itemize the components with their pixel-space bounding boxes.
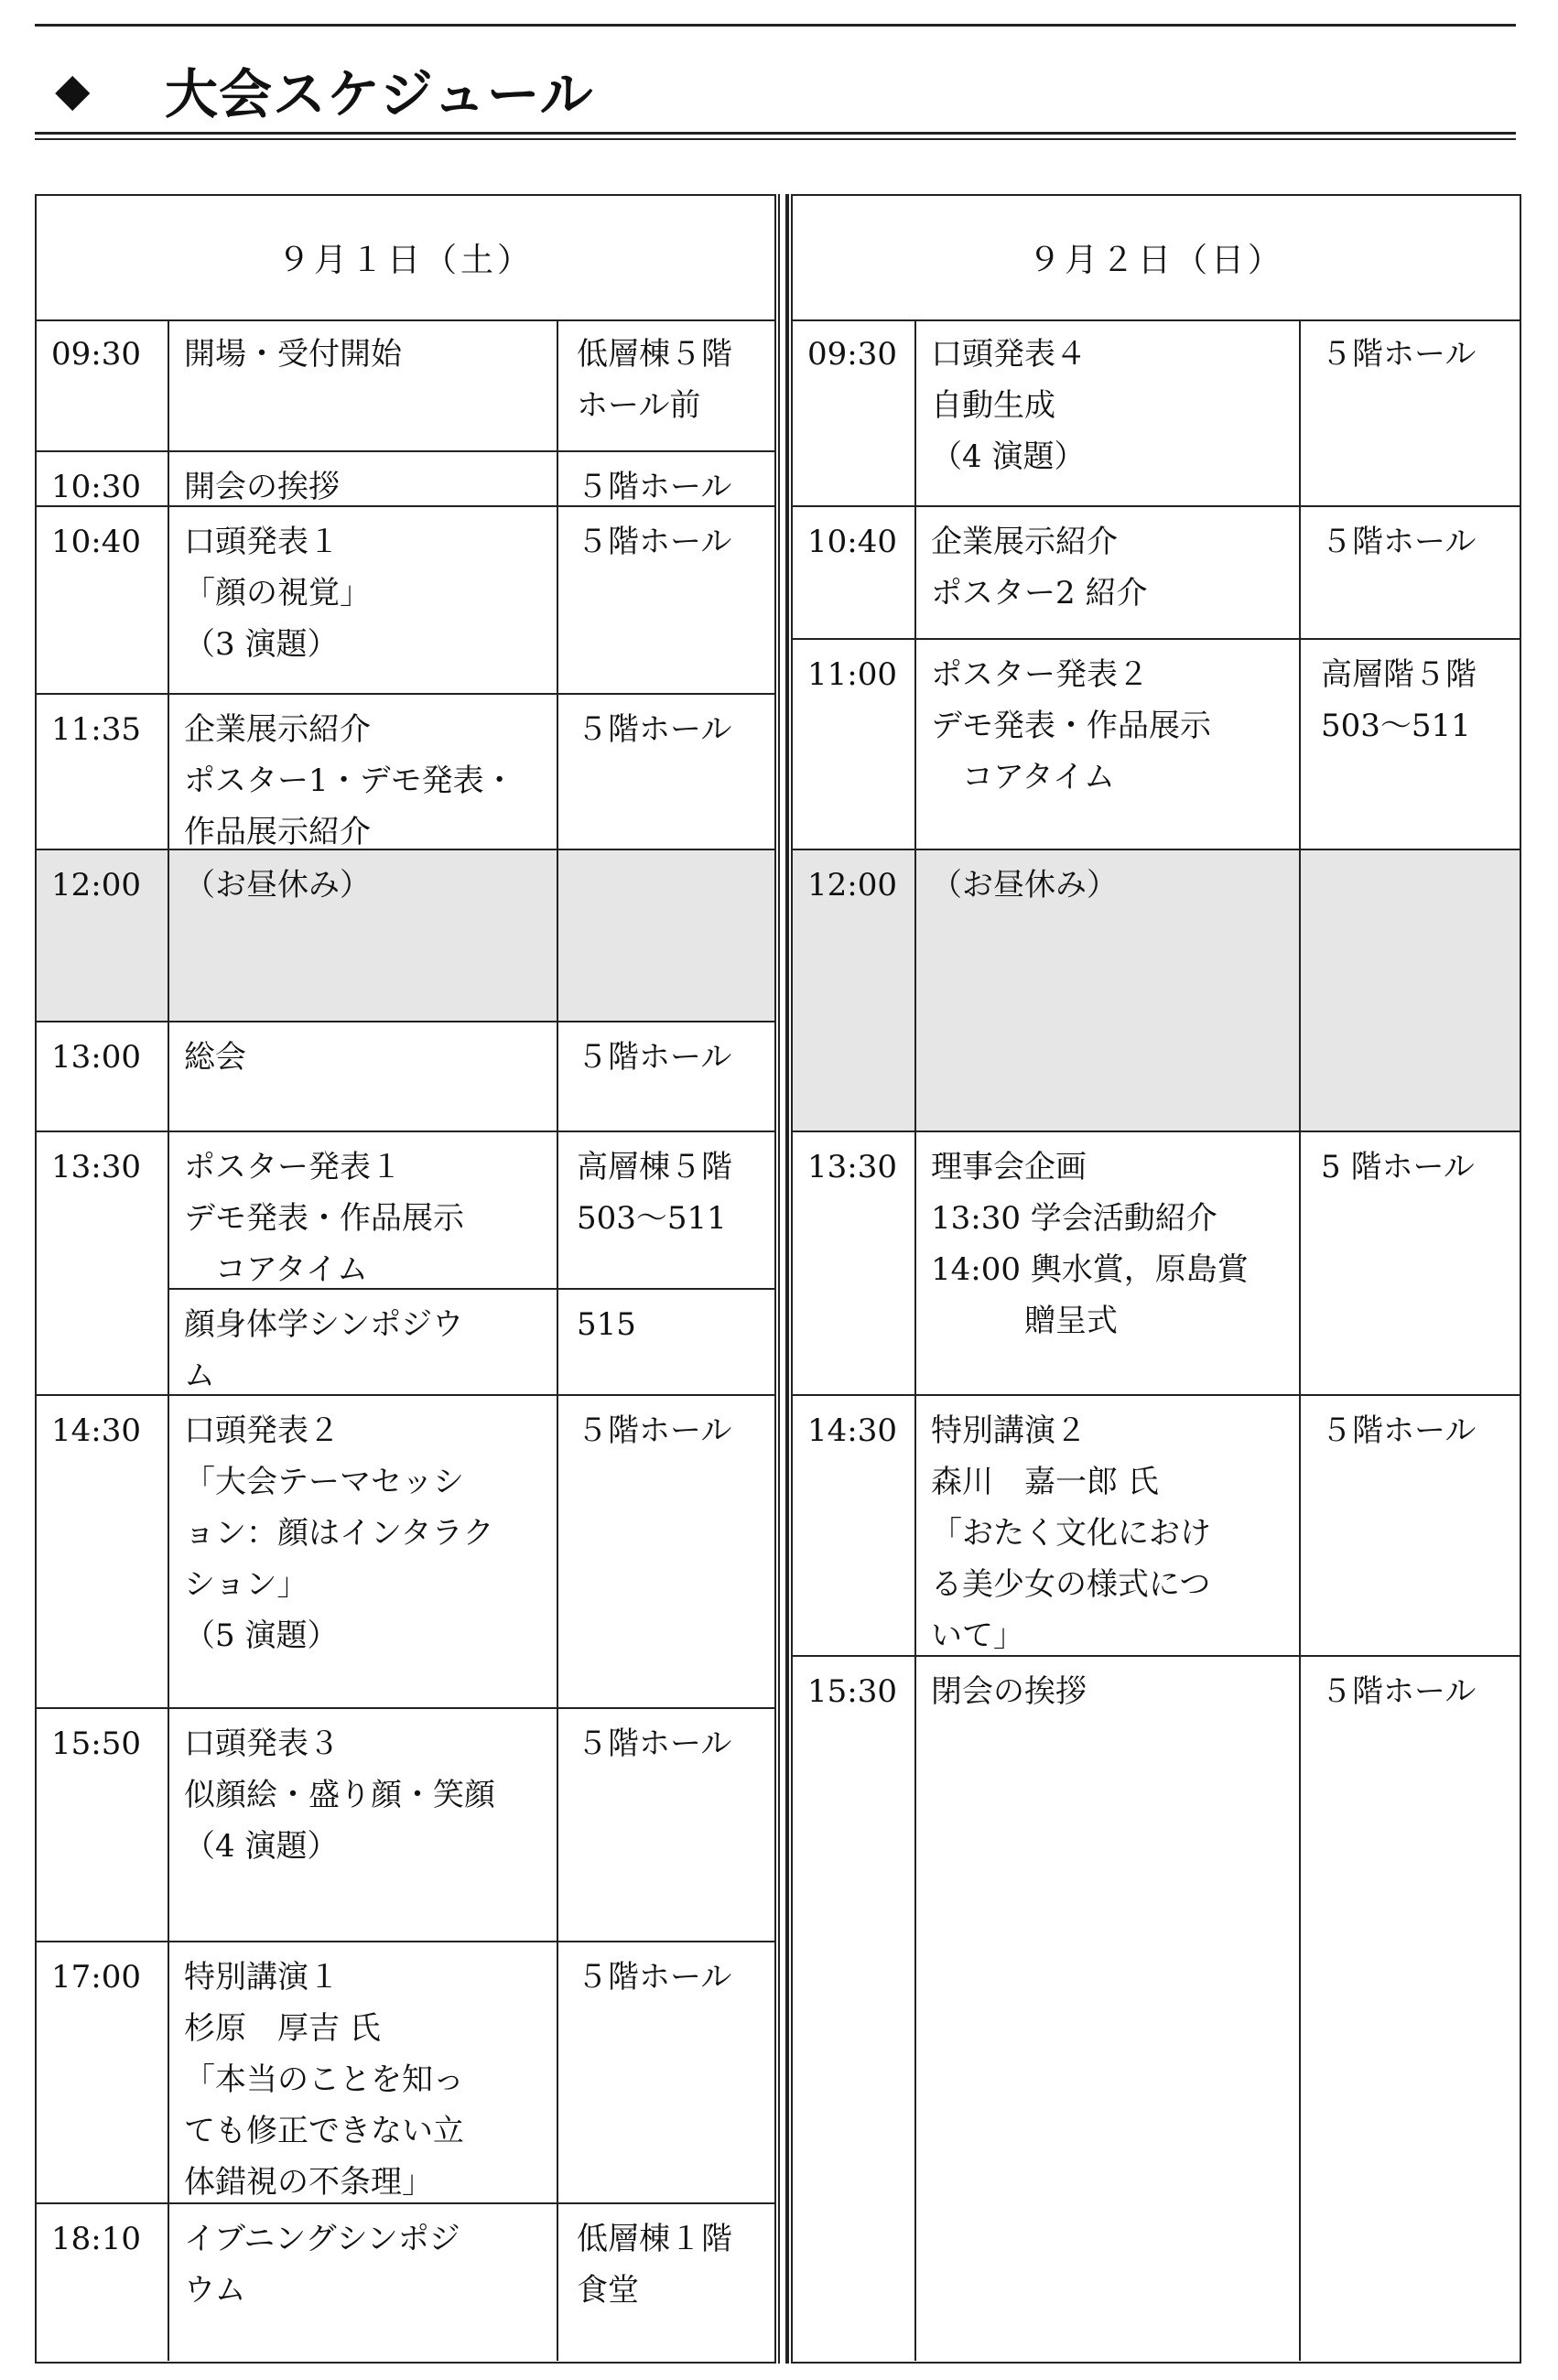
event-cell: 口頭発表２ 「大会テーマセッシ ョン：顔はインタラク ション」 （5 演題） (184, 1412, 494, 1654)
event-cell: 口頭発表３ 似顔絵・盛り顔・笑顔 （4 演題） (184, 1726, 495, 1865)
day1-schedule-table (35, 194, 776, 2364)
place-cell (558, 850, 774, 1021)
event-cell: ポスター発表２ デモ発表・作品展示 コアタイム (931, 656, 1211, 795)
table-row (793, 507, 1520, 640)
table-row (37, 1942, 774, 2204)
place-cell: ５階ホール (1321, 1412, 1477, 1449)
place-cell: ５階ホール (1321, 336, 1477, 373)
event-cell: （お昼休み） (184, 867, 371, 903)
time-cell: 13:30 (51, 1149, 141, 1185)
place-cell: 高層棟５階 503〜511 (577, 1149, 732, 1237)
event-cell: 理事会企画 13:30 学会活動紹介 14:00 輿水賞，原島賞 贈呈式 (931, 1149, 1249, 1339)
place-cell: ５階ホール (1321, 524, 1477, 560)
place-cell: 低層棟１階 食堂 (577, 2221, 732, 2309)
page-title (55, 44, 594, 135)
time-cell: 12:00 (51, 867, 141, 903)
place-cell: ５階ホール (577, 1412, 732, 1449)
table-row (37, 695, 774, 850)
place-cell: 低層棟５階 ホール前 (577, 336, 732, 424)
day2-heading: ９月２日（日） (793, 196, 1520, 321)
time-cell: 10:30 (51, 469, 141, 505)
place-cell: ５階ホール (577, 469, 732, 505)
table-row (37, 1396, 774, 1709)
time-cell: 18:10 (51, 2221, 141, 2257)
event-cell: 特別講演１ 杉原 厚吉 氏 「本当のことを知っ ても修正できない立 体錯視の不条理」 (184, 1959, 464, 2201)
place-cell: 515 (577, 1306, 636, 1343)
event-cell: 総会 (184, 1039, 246, 1076)
time-cell: 15:50 (51, 1726, 141, 1762)
place-cell: 5 階ホール (1321, 1149, 1475, 1185)
table-row (793, 640, 1520, 850)
table-row (37, 452, 774, 507)
table-row (793, 1396, 1520, 1657)
event-cell: イブニングシンポジ ウム (184, 2221, 460, 2309)
table-row (37, 1132, 774, 1396)
place-cell: ５階ホール (577, 524, 732, 560)
table-row (793, 319, 1520, 507)
time-cell: 11:00 (807, 656, 897, 693)
header-bottom-rule-thin (35, 138, 1516, 140)
table-row-lunch (37, 850, 774, 1022)
time-cell: 13:30 (807, 1149, 897, 1185)
table-row (37, 319, 774, 452)
event-cell: 口頭発表１ 「顔の視覚」 （3 演題） (184, 524, 371, 663)
place-cell: ５階ホール (577, 1959, 732, 1996)
event-cell: 企業展示紹介 ポスター1・デモ発表・ 作品展示紹介 (184, 711, 515, 850)
event-cell: 開場・受付開始 (184, 336, 402, 373)
table-row (37, 507, 774, 695)
day1-heading: ９月１日（土） (37, 196, 774, 321)
table-row (793, 1132, 1520, 1396)
time-cell: 10:40 (51, 524, 141, 560)
place-cell: ５階ホール (577, 1039, 732, 1076)
table-separator-thick (785, 194, 789, 2364)
header-top-rule (35, 24, 1516, 27)
place-cell: ５階ホール (577, 711, 732, 748)
event-cell: 顔身体学シンポジウ ム (184, 1306, 464, 1394)
time-cell: 14:30 (51, 1412, 141, 1449)
diamond-icon: ◆ (55, 63, 92, 116)
event-cell: （お昼休み） (931, 867, 1118, 903)
time-cell: 13:00 (51, 1039, 141, 1076)
place-cell: ５階ホール (1321, 1673, 1477, 1710)
header-bottom-rule-thick (35, 132, 1516, 135)
time-cell: 10:40 (807, 524, 897, 560)
place-cell (1301, 850, 1520, 1130)
event-cell: 企業展示紹介 ポスター2 紹介 (931, 524, 1148, 611)
time-cell: 09:30 (807, 336, 897, 373)
time-cell: 12:00 (807, 867, 897, 903)
table-separator (778, 194, 780, 2364)
place-cell: ５階ホール (577, 1726, 732, 1762)
event-cell: 特別講演２ 森川 嘉一郎 氏 「おたく文化におけ る美少女の様式につ いて」 (931, 1412, 1211, 1654)
place-cell: 高層階５階 503〜511 (1321, 656, 1477, 744)
page-title-text: 大会スケジュール (165, 63, 594, 125)
day2-schedule-table (791, 194, 1521, 2364)
table-row (37, 1022, 774, 1132)
time-cell: 17:00 (51, 1959, 141, 1996)
event-cell: 閉会の挨拶 (931, 1673, 1087, 1710)
time-cell: 09:30 (51, 336, 141, 373)
time-cell: 15:30 (807, 1673, 897, 1710)
event-cell: 開会の挨拶 (184, 469, 340, 505)
table-row (37, 1709, 774, 1942)
table-row (37, 2204, 774, 2361)
event-cell: 口頭発表４ 自動生成 （4 演題） (931, 336, 1087, 475)
table-row (793, 1657, 1520, 2361)
event-cell: ポスター発表１ デモ発表・作品展示 コアタイム (184, 1149, 464, 1288)
time-cell: 11:35 (51, 711, 141, 748)
time-cell: 14:30 (807, 1412, 897, 1449)
table-row-lunch (793, 850, 1520, 1132)
